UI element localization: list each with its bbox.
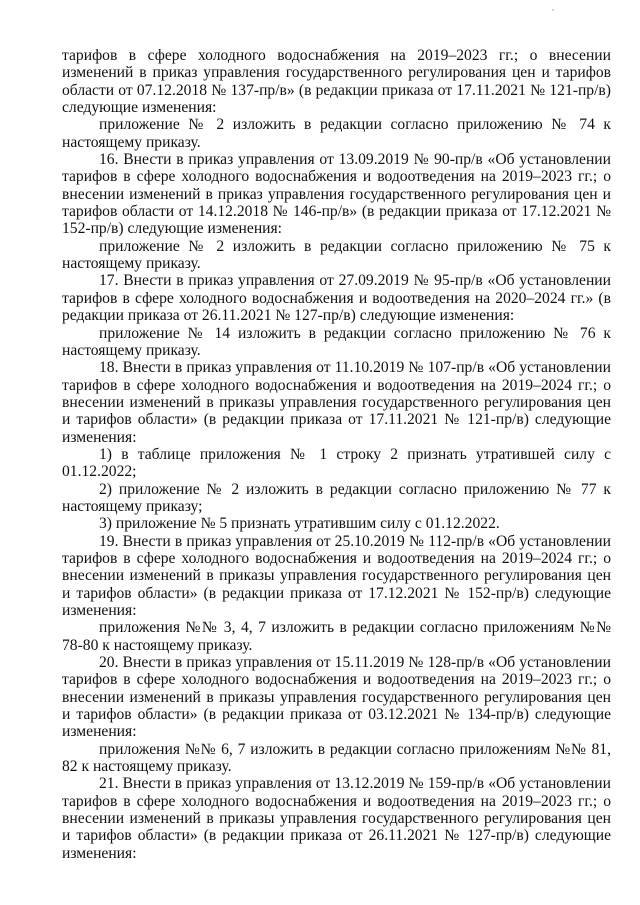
paragraph-item-17: 17. Внести в приказ управления от 27.09.2019 № 95-пр/в «Об установлении тарифов в сфере холодного водоснабжения и водоотведения на 2020–2024 гг.» (в редакции приказа от 26.11.2021 № 127-пр/в) следующие изменения:: [62, 272, 611, 325]
paragraph-appendix-76: приложение № 14 изложить в редакции согласно приложению № 76 к настоящему приказу.: [62, 324, 611, 359]
paragraph-item-18: 18. Внести в приказ управления от 11.10.2019 № 107-пр/в «Об установлении тарифов в сфере холодного водоснабжения и водоотведения на 2019–2024 гг.; о внесении изменений в приказы управления государственного регулирования цен и тарифов области» (в редакции приказа от 17.11.2021 № 121-пр/в) следующие изменения:: [62, 359, 611, 446]
paragraph-item-18-sub-2: 2) приложение № 2 изложить в редакции согласно приложению № 77 к настоящему приказу;: [62, 480, 611, 515]
paragraph-appendix-74: приложение № 2 изложить в редакции согласно приложению № 74 к настоящему приказу.: [62, 116, 611, 151]
document-page: [62, 47, 611, 862]
paragraph-item-16: 16. Внести в приказ управления от 13.09.2019 № 90-пр/в «Об установлении тарифов в сфере холодного водоснабжения и водоотведения на 2019–2023 гг.; о внесении изменений в приказ управления государственного регулирования цен и тарифов области от 14.12.2018 № 146-пр/в» (в редакции приказа от 17.12.2021 № 152-пр/в) следующие изменения:: [62, 151, 611, 238]
paragraph-item-19: 19. Внести в приказ управления от 25.10.2019 № 112-пр/в «Об установлении тарифов в сфере холодного водоснабжения и водоотведения на 2019–2024 гг.; о внесении изменений в приказы управления государственного регулирования цен и тарифов области» (в редакции приказа от 17.12.2021 № 152-пр/в) следующие изменения:: [62, 532, 611, 619]
paragraph-appendix-75: приложение № 2 изложить в редакции согласно приложению № 75 к настоящему приказу.: [62, 237, 611, 273]
paragraph-appendices-78-80: приложения №№ 3, 4, 7 изложить в редакции согласно приложениям №№ 78-80 к настоящему приказу.: [62, 619, 611, 654]
paragraph-item-21: 21. Внести в приказ управления от 13.12.2019 № 159-пр/в «Об установлении тарифов в сфере холодного водоснабжения и водоотведения на 2019–2023 гг.; о внесении изменений в приказы управления государственного регулирования цен и тарифов области» (в редакции приказа от 26.11.2021 № 127-пр/в) следующие изменения:: [62, 775, 611, 862]
paragraph-item-18-sub-1: 1) в таблице приложения № 1 строку 2 признать утратившей силу с 01.12.2022;: [62, 445, 611, 481]
paragraph-item-18-sub-3: 3) приложение № 5 признать утратившим силу с 01.12.2022.: [99, 515, 500, 533]
scan-speck: [552, 9, 554, 11]
paragraph-item-20: 20. Внести в приказ управления от 15.11.2019 № 128-пр/в «Об установлении тарифов в сфере холодного водоснабжения и водоотведения на 2019–2023 гг.; о внесении изменений в приказы управления государственного регулирования цен и тарифов области» (в редакции приказа от 03.12.2021 № 134-пр/в) следующие изменения:: [62, 654, 611, 741]
paragraph-continuation: тарифов в сфере холодного водоснабжения на 2019–2023 гг.; о внесении изменений в приказ управления государственного регулирования цен и тарифов области от 07.12.2018 № 137-пр/в» (в редакции приказа от 17.11.2021 № 121-пр/в) следующие изменения:: [62, 47, 611, 117]
paragraph-appendices-81-82: приложения №№ 6, 7 изложить в редакции согласно приложениям №№ 81, 82 к настоящему приказу.: [62, 740, 611, 776]
